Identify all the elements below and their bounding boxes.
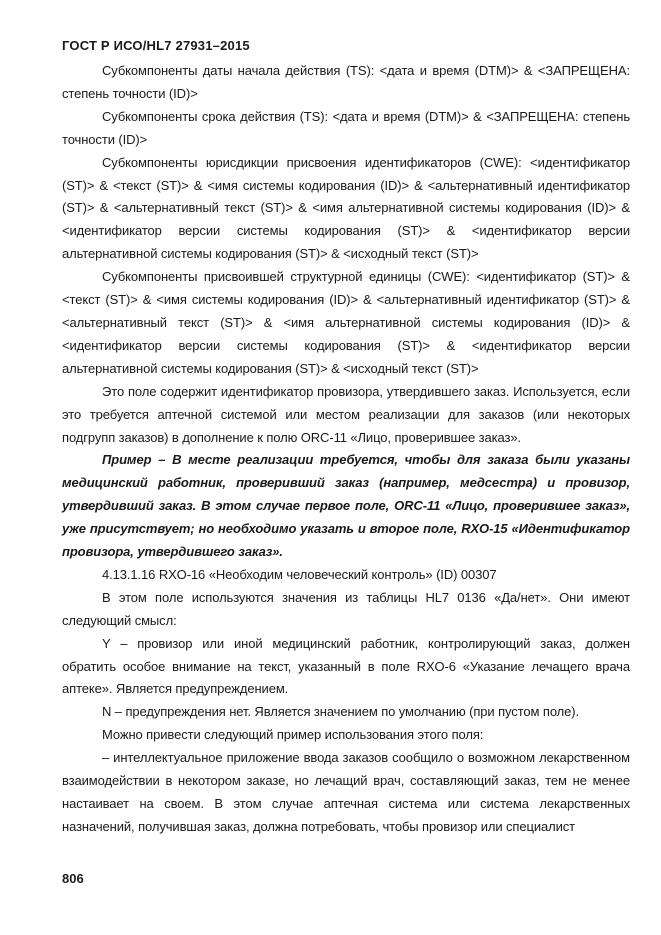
page-number: 806 bbox=[62, 871, 84, 886]
paragraph-field-description: Это поле содержит идентификатор провизора, утвердившего заказ. Используется, если это требуется аптечной системой или местом реализации для заказов (или некоторых подгрупп заказов) в дополнение к полю ORC-11 «Лицо, проверившее заказ». bbox=[62, 383, 630, 445]
paragraph-example: Пример – В месте реализации требуется, чтобы для заказа были указаны медицинский работник, проверивший заказ (например, медсестра) и провизор, утвердивший заказ. В этом случае первое поле, ORC-11 «Лицо, проверившее заказ», уже присутствует; но необходимо указать и второе поле, RXO-15 «Идентификатор провизора, утвердившего заказ». bbox=[62, 452, 630, 560]
paragraph-start-date-subcomponents: Субкомпоненты даты начала действия (TS): <дата и время (DTM)> & <ЗАПРЕЩЕНА: степень точности (ID)> bbox=[62, 63, 630, 101]
paragraph-value-n: N – предупреждения нет. Является значением по умолчанию (при пустом поле). bbox=[102, 704, 580, 720]
paragraph-expiry-subcomponents: Субкомпоненты срока действия (TS): <дата и время (DTM)> & <ЗАПРЕЩЕНА: степень точности (ID)> bbox=[62, 108, 630, 147]
paragraph-example-intro: Можно привести следующий пример использования этого поля: bbox=[102, 727, 484, 743]
paragraph-table-values: В этом поле используются значения из таблицы HL7 0136 «Да/нет». Они имеют следующий смысл: bbox=[62, 589, 630, 628]
document-header: ГОСТ Р ИСО/HL7 27931–2015 bbox=[62, 38, 250, 53]
paragraph-value-y: Y – провизор или иной медицинский работник, контролирующий заказ, должен обратить особое внимание на текст, указанный в поле RXO-6 «Указание лечащего врача аптеке». Является предупреждением. bbox=[62, 635, 630, 697]
paragraph-jurisdiction-subcomponents: Субкомпоненты юрисдикции присвоения идентификаторов (CWE): <идентификатор (ST)> & <текст (ST)> & <имя системы кодирования (ID)> & <альтернативный идентификатор (ST)> & <альтернативный текст (ST)> & <имя альтернативной системы кодирования (ID)> & <идентификатор версии системы кодирования (ST)> & <идентификатор версии альтернативной системы кодирования (ST)> & <исходный текст (ST)> bbox=[62, 154, 630, 262]
paragraph-assigning-unit-subcomponents: Субкомпоненты присвоившей структурной единицы (CWE): <идентификатор (ST)> & <текст (ST)> & <имя системы кодирования (ID)> & <альтернативный идентификатор (ST)> & <альтернативный текст (ST)> & <имя альтернативной системы кодирования (ID)> & <идентификатор версии системы кодирования (ST)> & <идентификатор версии альтернативной системы кодирования (ST)> & <исходный текст (ST)> bbox=[62, 269, 630, 376]
page-body bbox=[62, 60, 630, 839]
section-heading-rxo16: 4.13.1.16 RXO-16 «Необходим человеческий контроль» (ID) 00307 bbox=[102, 566, 497, 582]
paragraph-example-item: – интеллектуальное приложение ввода заказов сообщило о возможном лекарственном взаимодействии в некотором заказе, но лечащий врач, составляющий заказ, тем не менее настаивает на своем. В этом случае аптечная система или система лекарственных назначений, получившая заказ, должна потребовать, чтобы провизор или специалист bbox=[62, 750, 630, 834]
